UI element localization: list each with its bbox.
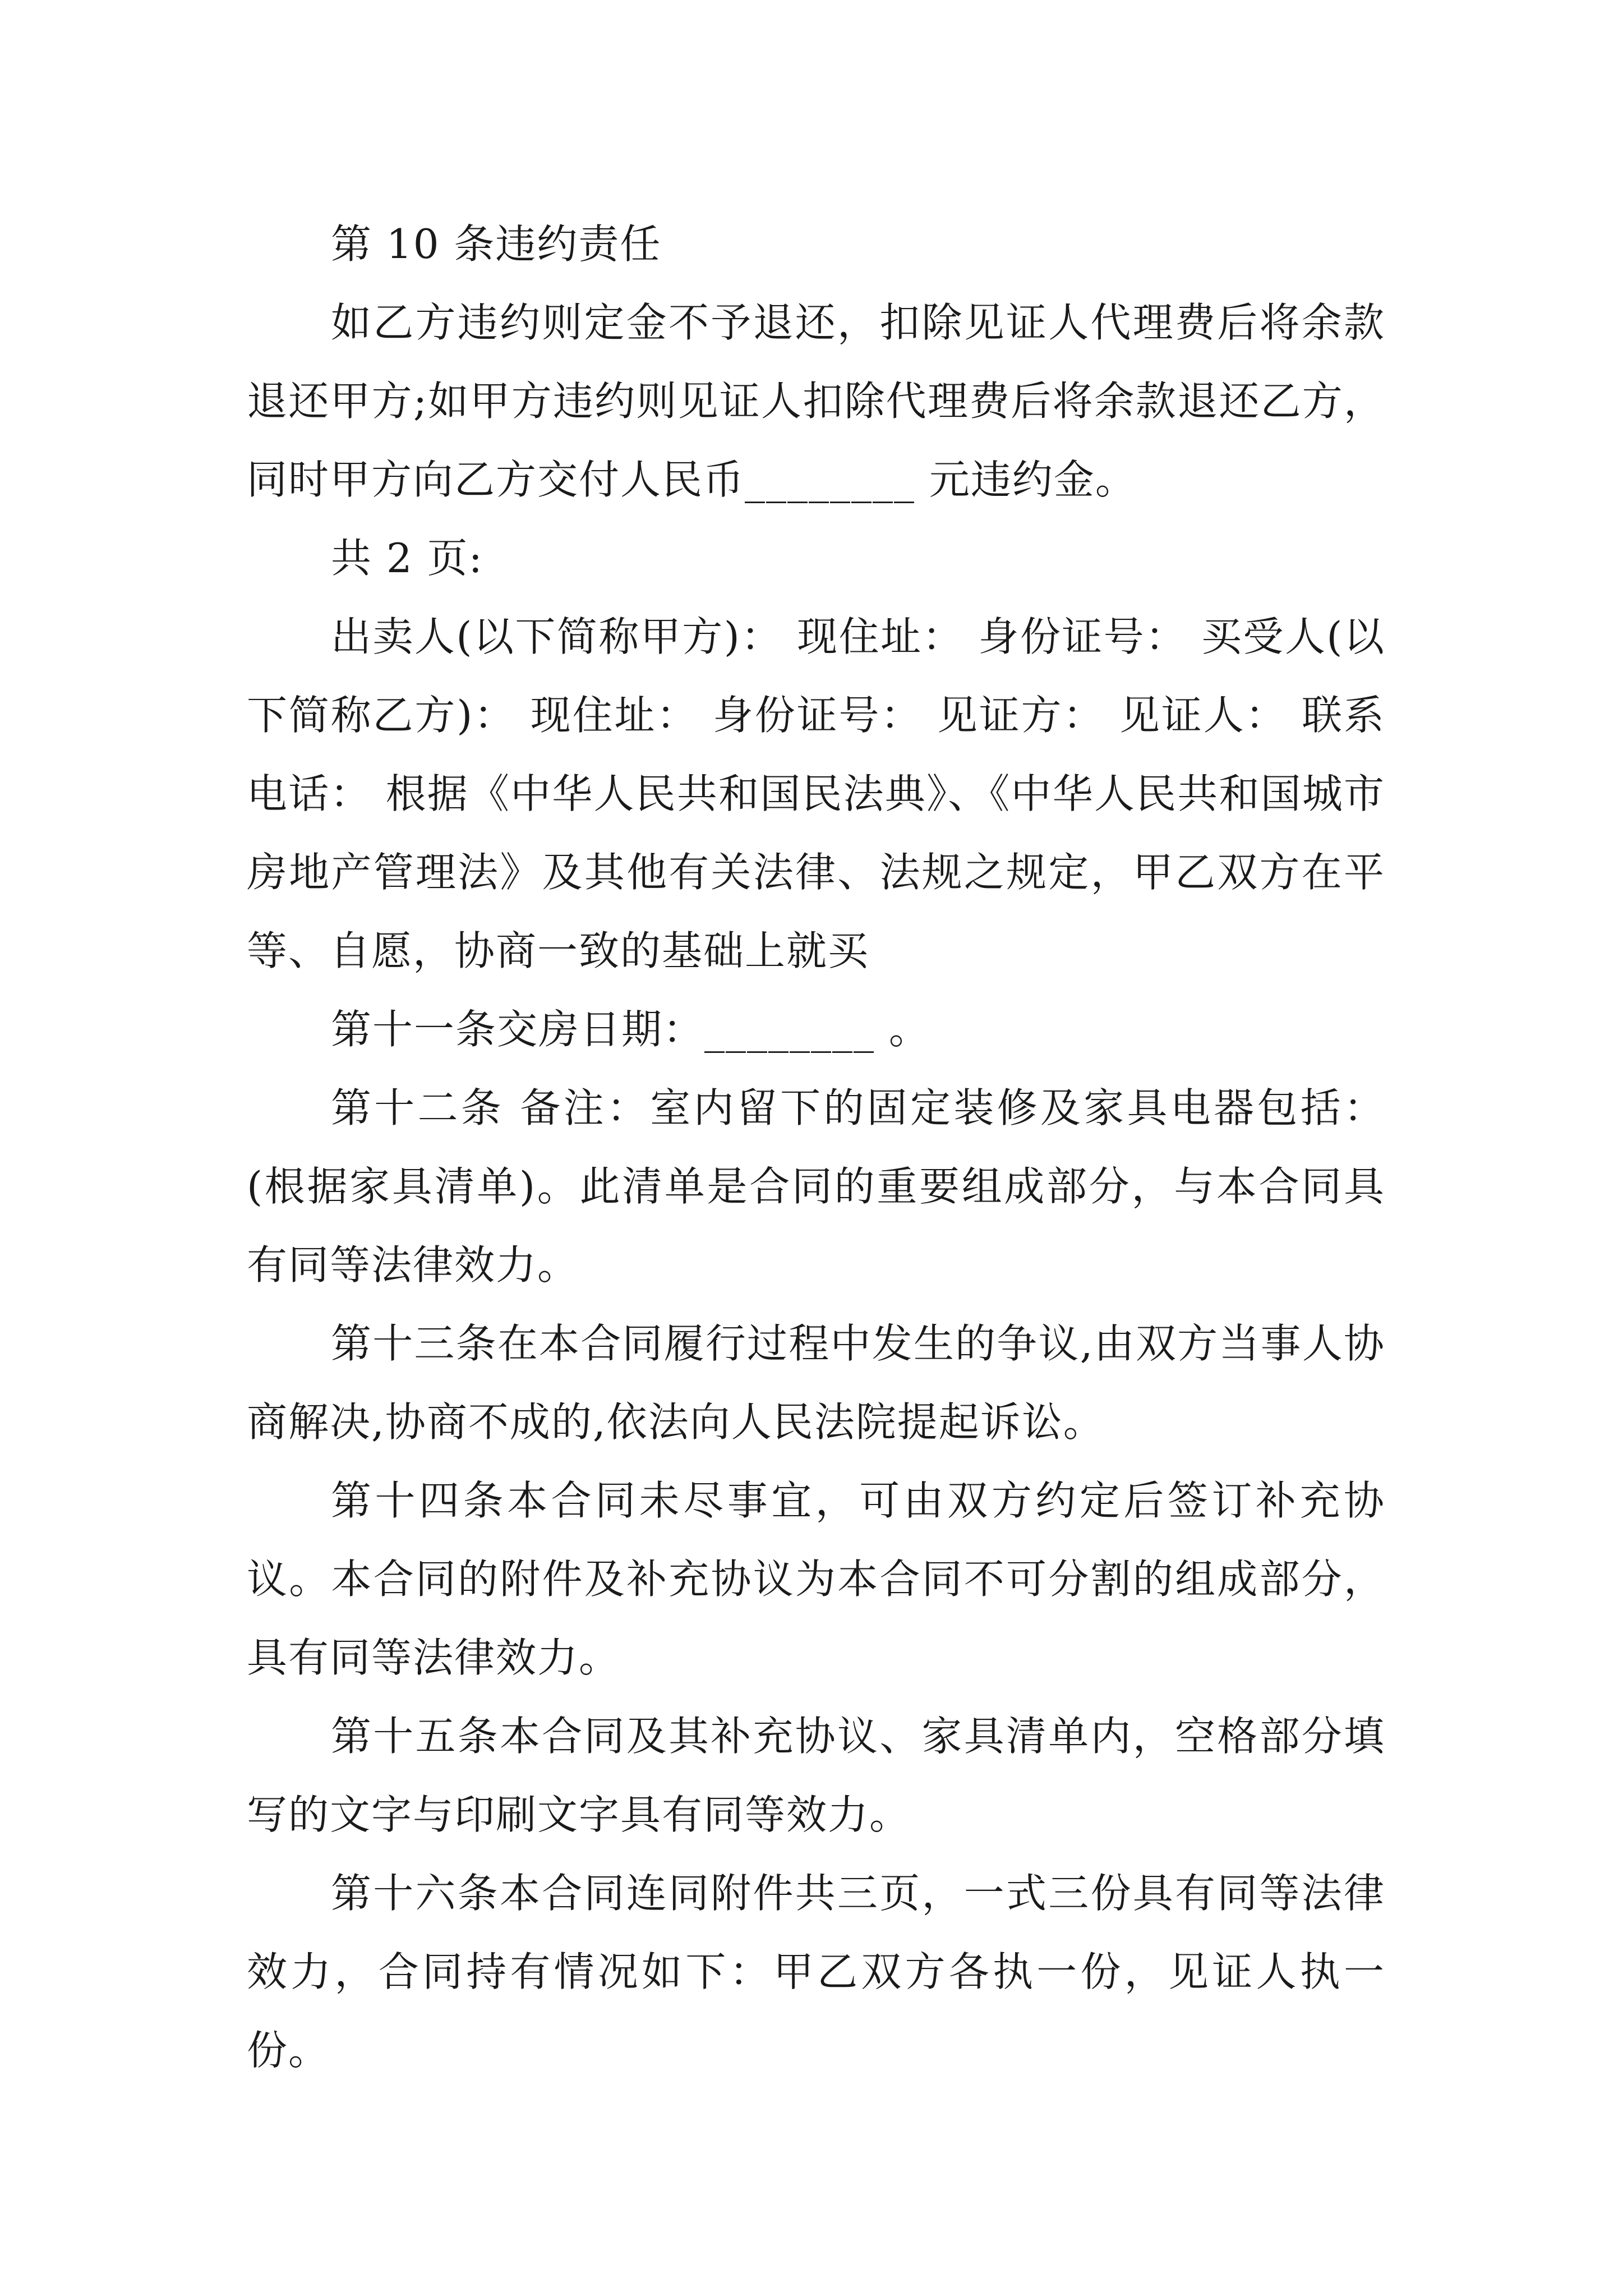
document-page	[247, 205, 1385, 2090]
article-14: 第十四条本合同未尽事宜，可由双方约定后签订补充协议。本合同的附件及补充协议为本合同不可分割的组成部分，具有同等法律效力。	[247, 1477, 1385, 1681]
article-11: 第十一条交房日期：________ 。	[331, 1006, 930, 1053]
article-10-body: 如乙方违约则定金不予退还，扣除见证人代理费后将余款退还甲方;如甲方违约则见证人扣除代理费后将余款退还乙方，同时甲方向乙方交付人民币________ 元违约金。	[247, 299, 1385, 503]
page-count-note: 共 2 页:	[331, 535, 483, 582]
article-15: 第十五条本合同及其补充协议、家具清单内，空格部分填写的文字与印刷文字具有同等效力。	[247, 1713, 1385, 1838]
parties-preamble: 出卖人(以下简称甲方)： 现住址： 身份证号： 买受人(以下简称乙方)： 现住址： 身份证号： 见证方： 见证人： 联系电话： 根据《中华人民共和国民法典》、《中华人民共和国城市房地产管理法》及其他有关法律、法规之规定，甲乙双方在平等、自愿，协商一致的基础上就买	[247, 613, 1385, 974]
article-10-heading: 第 10 条违约责任	[331, 220, 662, 268]
article-12: 第十二条 备注：室内留下的固定装修及家具电器包括：(根据家具清单)。此清单是合同的重要组成部分，与本合同具有同等法律效力。	[247, 1084, 1385, 1289]
article-13: 第十三条在本合同履行过程中发生的争议,由双方当事人协商解决,协商不成的,依法向人民法院提起诉讼。	[247, 1320, 1385, 1446]
article-16: 第十六条本合同连同附件共三页，一式三份具有同等法律效力，合同持有情况如下：甲乙双方各执一份，见证人执一份。	[247, 1870, 1385, 2074]
